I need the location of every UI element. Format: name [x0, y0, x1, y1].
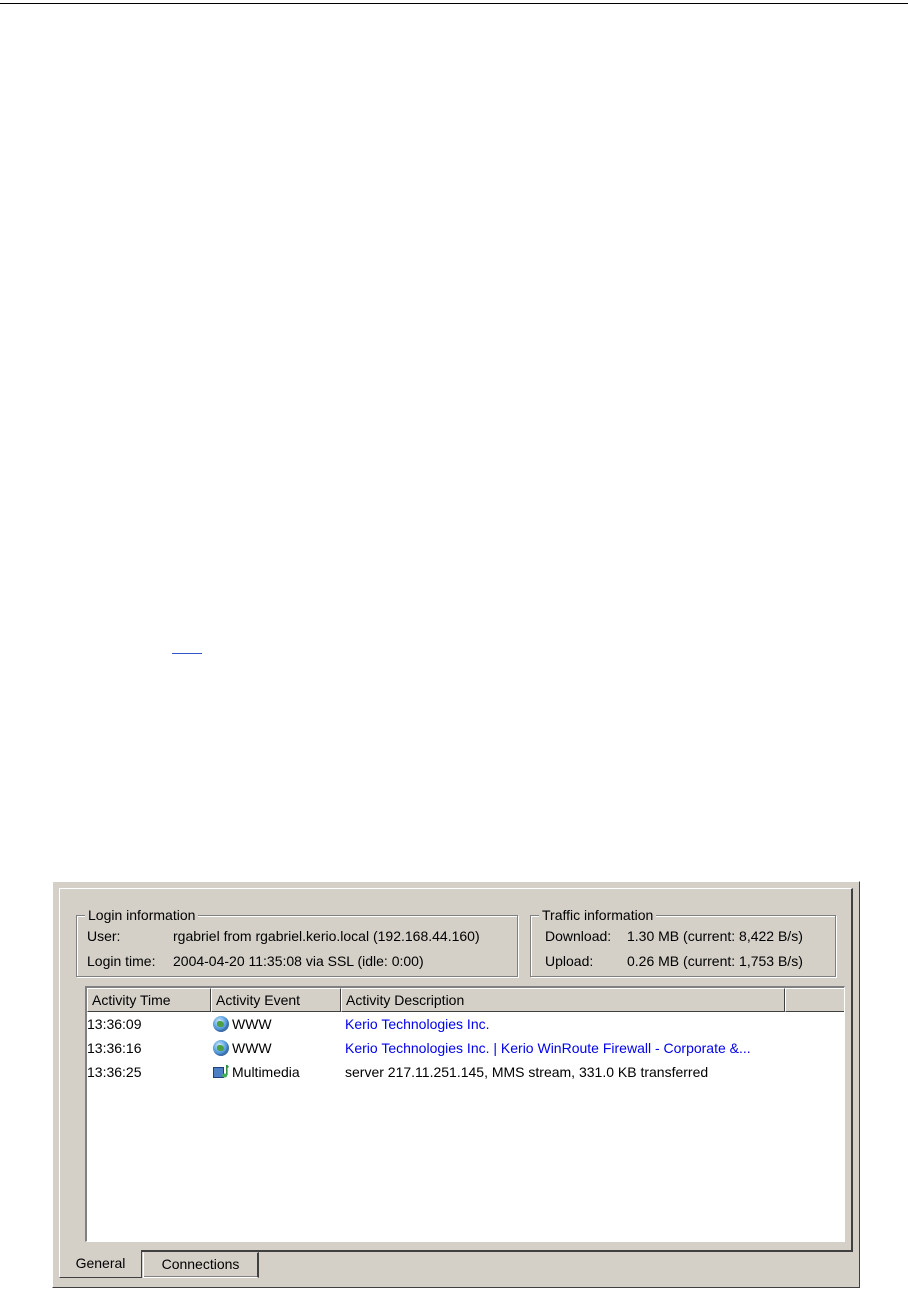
activity-description-link[interactable]: Kerio Technologies Inc.: [345, 1016, 490, 1032]
login-time-label: Login time:: [87, 953, 156, 969]
globe-icon: [213, 1016, 229, 1032]
column-header-activity-event[interactable]: Activity Event: [211, 988, 341, 1012]
login-information-group: [76, 907, 518, 977]
footnote-link-underline[interactable]: [172, 653, 202, 654]
activity-time-cell: 13:36:25: [87, 1064, 142, 1080]
table-row[interactable]: [87, 1060, 844, 1084]
login-information-legend: Login information: [85, 907, 198, 923]
globe-icon: [213, 1040, 229, 1056]
page-top-rule: [0, 3, 908, 4]
activity-event-cell: [213, 1036, 341, 1060]
activity-event-label: WWW: [232, 1016, 272, 1032]
user-label: User:: [87, 928, 121, 944]
traffic-information-legend: Traffic information: [539, 907, 656, 923]
login-time-value: 2004-04-20 11:35:08 via SSL (idle: 0:00): [173, 953, 424, 969]
column-header-activity-description[interactable]: Activity Description: [341, 988, 785, 1012]
multimedia-icon: [213, 1064, 229, 1080]
activity-list-header: [87, 988, 844, 1012]
upload-value: 0.26 MB (current: 1,753 B/s): [627, 953, 803, 969]
download-label: Download:: [545, 928, 612, 944]
general-tab-panel: [59, 888, 853, 1252]
download-value: 1.30 MB (current: 8,422 B/s): [627, 928, 803, 944]
activity-list[interactable]: [85, 986, 845, 1242]
user-value: rgabriel from rgabriel.kerio.local (192.168.44.160): [173, 928, 480, 944]
user-activity-dialog: [52, 881, 860, 1288]
activity-event-label: WWW: [232, 1040, 272, 1056]
table-row[interactable]: [87, 1012, 844, 1036]
activity-time-cell: 13:36:16: [87, 1040, 142, 1056]
activity-event-cell: [213, 1012, 341, 1036]
activity-description-text: server 217.11.251.145, MMS stream, 331.0 KB transferred: [345, 1064, 709, 1080]
activity-event-label: Multimedia: [232, 1064, 300, 1080]
column-header-filler: [785, 988, 845, 1012]
activity-description-link[interactable]: Kerio Technologies Inc. | Kerio WinRoute Firewall - Corporate &...: [345, 1040, 751, 1056]
table-row[interactable]: [87, 1036, 844, 1060]
column-header-activity-time[interactable]: Activity Time: [87, 988, 211, 1012]
activity-time-cell: 13:36:09: [87, 1016, 142, 1032]
tab-connections[interactable]: Connections: [143, 1252, 259, 1278]
activity-event-cell: [213, 1060, 341, 1084]
upload-label: Upload:: [545, 953, 594, 969]
tab-general[interactable]: General: [59, 1250, 142, 1278]
traffic-information-group: [530, 907, 836, 977]
